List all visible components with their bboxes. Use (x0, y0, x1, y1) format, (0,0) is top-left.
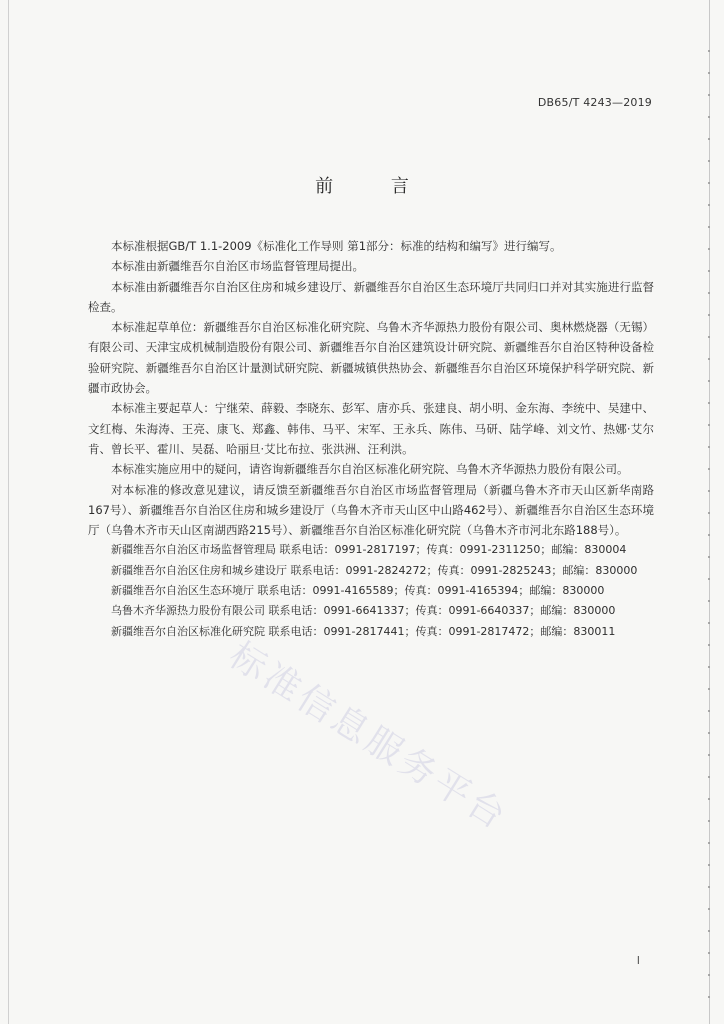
paragraph-drafting-units: 本标准起草单位：新疆维吾尔自治区标准化研究院、乌鲁木齐华源热力股份有限公司、奥林燃烧器（无锡）有限公司、天津宝成机械制造股份有限公司、新疆维吾尔自治区建筑设计研究院、新疆维吾尔自治区特种设备检验研究院、新疆维吾尔自治区计量测试研究院、新疆城镇供热协会、新疆维吾尔自治区环境保护科学研究院、新疆市政协会。 (88, 320, 654, 396)
paragraph-drafting-rule: 本标准根据GB/T 1.1-2009《标准化工作导则 第1部分：标准的结构和编写》进行编写。 (111, 239, 562, 253)
paragraph-centralized-management: 本标准由新疆维吾尔自治区住房和城乡建设厅、新疆维吾尔自治区生态环境厅共同归口并对其实施进行监督检查。 (88, 279, 654, 314)
paragraph-inquiries: 本标准实施应用中的疑问，请咨询新疆维吾尔自治区标准化研究院、乌鲁木齐华源热力股份有限公司。 (111, 462, 629, 477)
paragraph-feedback: 对本标准的修改意见建议，请反馈至新疆维吾尔自治区市场监督管理局（新疆乌鲁木齐市天山区新华南路167号）、新疆维吾尔自治区住房和城乡建设厅（乌鲁木齐市天山区中山路462号）、新疆维吾尔自治区生态环境厅（乌鲁木齐市天山区南湖西路215号）、新疆维吾尔自治区标准化研究院（乌鲁木齐市河北东路188号）。 (88, 482, 654, 538)
paragraph-drafters: 本标准主要起草人：宁继荣、薛毅、李晓东、彭军、唐亦兵、张建良、胡小明、金东海、李统中、吴建中、文红梅、朱海涛、王亮、康飞、郑鑫、韩伟、马平、宋军、王永兵、陈伟、马研、陆学峰、刘文竹、热娜·艾尔肯、曾长平、霍川、吴磊、哈丽旦·艾比布拉、张洪洲、汪利洪。 (88, 401, 654, 456)
watermark: 标准信息服务平台 (222, 634, 516, 840)
paragraph-proposer: 本标准由新疆维吾尔自治区市场监督管理局提出。 (111, 259, 364, 274)
contact-line: 新疆维吾尔自治区标准化研究院 联系电话：0991-2817441；传真：0991-2817472；邮编：830011 (111, 624, 616, 638)
standard-code: DB65/T 4243—2019 (537, 96, 652, 109)
foreword-body (88, 236, 654, 642)
contact-line: 乌鲁木齐华源热力股份有限公司 联系电话：0991-6641337；传真：0991-6640337；邮编：830000 (111, 604, 616, 618)
contact-line: 新疆维吾尔自治区生态环境厅 联系电话：0991-4165589；传真：0991-4165394；邮编：830000 (111, 584, 605, 598)
page-number: I (636, 954, 640, 967)
contact-line: 新疆维吾尔自治区住房和城乡建设厅 联系电话：0991-2824272；传真：0991-2825243；邮编：830000 (111, 563, 638, 577)
contact-list (88, 540, 654, 641)
page-title: 前 言 (315, 176, 435, 197)
contact-line: 新疆维吾尔自治区市场监督管理局 联系电话：0991-2817197；传真：0991-2311250；邮编：830004 (111, 543, 627, 557)
